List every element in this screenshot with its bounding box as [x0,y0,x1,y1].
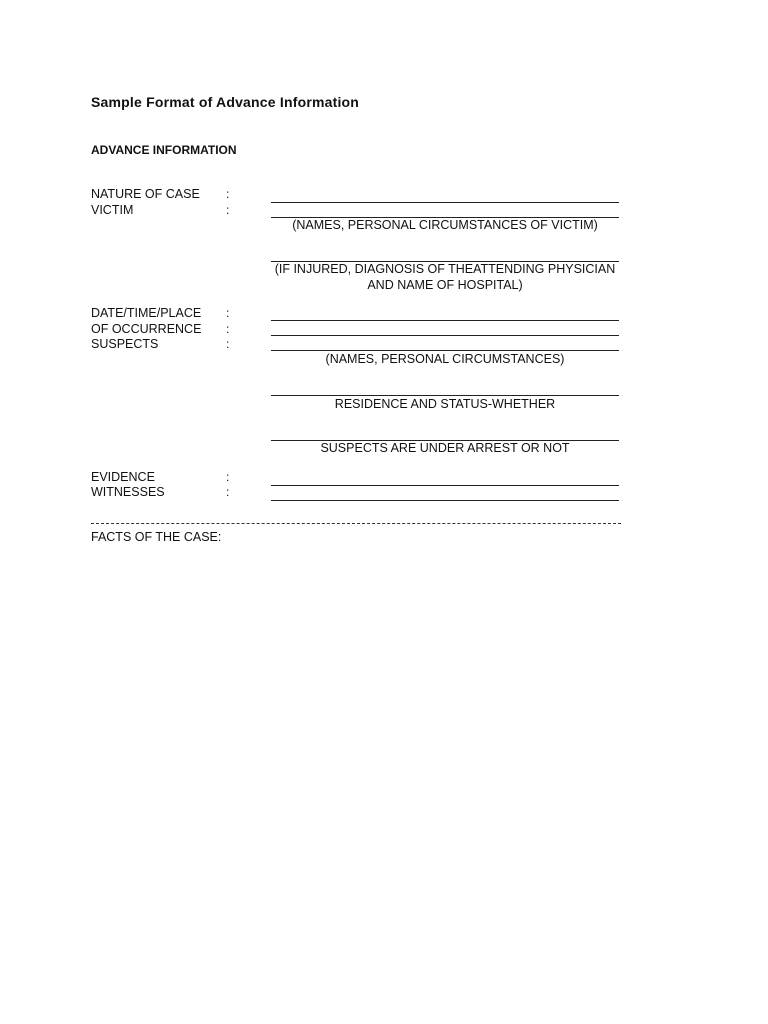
colon: : [226,470,230,484]
caption-residence: RESIDENCE AND STATUS-WHETHER [334,397,556,411]
occurrence-line [271,335,619,336]
label-evidence: EVIDENCE [91,470,155,484]
section-heading: ADVANCE INFORMATION [91,143,237,157]
caption-suspect-names: (NAMES, PERSONAL CIRCUMSTANCES) [325,352,565,366]
colon: : [226,485,230,499]
label-date-time-place: DATE/TIME/PLACE [91,306,202,320]
caption-injured-line1: (IF INJURED, DIAGNOSIS OF THEATTENDING PHYSICIAN [274,262,616,276]
colon: : [226,203,230,217]
colon: : [226,322,230,336]
label-of-occurrence: OF OCCURRENCE [91,322,202,336]
label-nature-of-case: NATURE OF CASE [91,187,200,201]
label-witnesses: WITNESSES [91,485,165,499]
evidence-line [271,485,619,486]
caption-victim-names: (NAMES, PERSONAL CIRCUMSTANCES OF VICTIM) [292,218,598,232]
colon: : [226,187,230,201]
facts-of-the-case-label: FACTS OF THE CASE: [91,530,222,544]
colon: : [226,337,230,351]
date-line [271,320,619,321]
colon: : [226,306,230,320]
nature-of-case-line [271,202,619,203]
caption-arrest: SUSPECTS ARE UNDER ARREST OR NOT [320,441,570,455]
label-victim: VICTIM [91,203,134,217]
caption-injured-line2: AND NAME OF HOSPITAL) [367,278,523,292]
document-title: Sample Format of Advance Information [91,94,360,110]
witnesses-line [271,500,619,501]
dashed-divider [91,523,621,524]
label-suspects: SUSPECTS [91,337,159,351]
